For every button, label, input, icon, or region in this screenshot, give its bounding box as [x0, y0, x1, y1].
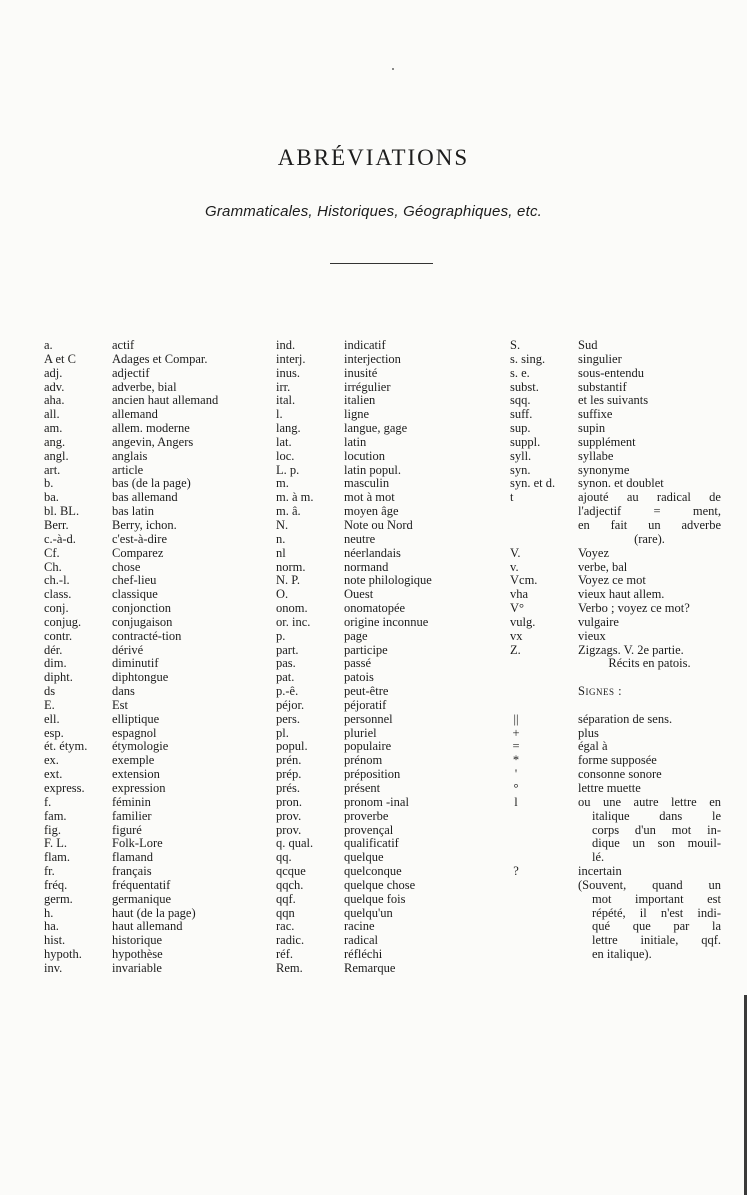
definition-continued: Récits en patois. [608, 656, 691, 671]
definition: extension [112, 767, 160, 782]
abbreviation: qq. [276, 850, 292, 865]
definition: onomatopée [344, 601, 406, 616]
abbreviation: V. [510, 545, 521, 560]
abbreviation: E. [44, 697, 55, 712]
abbreviation: Cf. [44, 545, 60, 560]
definition: populaire [344, 739, 392, 754]
question-mark-sign: ? [513, 864, 519, 879]
abbreviation: lat. [276, 434, 292, 449]
definition: Comparez [112, 545, 164, 560]
abbreviation: A et C [44, 351, 76, 366]
abbreviation: sup. [510, 421, 531, 436]
abbreviation: pers. [276, 711, 300, 726]
definition: adjectif [112, 365, 150, 380]
abbreviation: m. [276, 476, 289, 491]
abbreviation: ex. [44, 753, 59, 768]
apostrophe-sign: ' [514, 767, 518, 782]
definition: actif [112, 338, 135, 352]
abbreviation: pron. [276, 794, 303, 809]
definition: étymologie [112, 739, 169, 754]
sign-definition-continued: lé. [592, 850, 605, 865]
abbreviation: class. [44, 587, 72, 602]
abbreviation: hypoth. [44, 947, 82, 962]
abbreviation: interj. [276, 351, 306, 366]
definition: contracté-tion [112, 628, 182, 643]
definition: Voyez ce mot [578, 573, 646, 588]
plus-sign: + [512, 725, 520, 740]
definition: Zigzags. V. 2e partie. [578, 642, 684, 657]
definition: syllabe [578, 448, 614, 463]
definition: Berry, ichon. [112, 517, 177, 532]
definition: expression [112, 781, 166, 795]
definition: personnel [344, 711, 393, 726]
definition: prénom [344, 753, 383, 768]
definition: Est [112, 697, 128, 712]
definition: synonyme [578, 462, 630, 477]
abbreviation: l. [276, 407, 283, 422]
abbreviation: ang. [44, 434, 66, 449]
abbreviation: qcque [276, 864, 306, 879]
sign-definition: plus [578, 725, 599, 740]
definition: présent [344, 781, 381, 795]
abbreviation: ell. [44, 711, 60, 726]
abbreviation: Ch. [44, 559, 62, 574]
definition: moyen âge [344, 504, 399, 519]
abbreviation: ch.-l. [44, 573, 70, 588]
abbreviation: prov. [276, 808, 302, 823]
abbreviation: angl. [44, 448, 69, 463]
abbreviation: prén. [276, 753, 302, 768]
abbreviation: qqn [276, 905, 295, 920]
definition: et les suivants [578, 393, 649, 408]
abbreviation: N. P. [276, 573, 300, 588]
definition: origine inconnue [344, 614, 429, 629]
abbreviation: v. [510, 559, 519, 574]
sign-definition: égal à [578, 739, 608, 754]
definition: passé [344, 656, 372, 671]
definition: peut-être [344, 684, 389, 699]
abbreviation: sqq. [510, 393, 531, 408]
definition: quelque [344, 850, 384, 865]
definition: sous-entendu [578, 365, 644, 380]
definition: préposition [344, 767, 401, 782]
sign-definition-continued: qué que par la [592, 919, 721, 934]
abbreviation: p.-ê. [276, 684, 299, 699]
abbreviation: aha. [44, 393, 65, 408]
definition: suffixe [578, 407, 613, 422]
sign-definition: lettre muette [578, 781, 641, 795]
abbreviation: F. L. [44, 836, 67, 851]
definition: classique [112, 587, 158, 602]
abbreviation: N. [276, 517, 289, 532]
abbreviation: vulg. [510, 614, 536, 629]
definition: allem. moderne [112, 421, 190, 436]
definition: quelque fois [344, 891, 406, 906]
definition: Remarque [344, 960, 396, 975]
definition: participe [344, 642, 388, 657]
definition: quelqu'un [344, 905, 393, 920]
definition: diminutif [112, 656, 159, 671]
abbreviation: inus. [276, 365, 300, 380]
abbreviation: ha. [44, 919, 59, 934]
definition: ancien haut allemand [112, 393, 219, 408]
definition-continued: (rare). [634, 531, 665, 546]
definition: neutre [344, 531, 376, 546]
definition: flamand [112, 850, 153, 865]
abbreviation: fréq. [44, 877, 68, 892]
abbreviation: adv. [44, 379, 65, 394]
abbreviation: ital. [276, 393, 296, 408]
definition: invariable [112, 960, 162, 975]
abbreviation: contr. [44, 628, 73, 643]
definition: adverbe, bial [112, 379, 177, 394]
definition: haut allemand [112, 919, 183, 934]
abbreviation: Rem. [276, 960, 303, 975]
definition: réfléchi [344, 947, 383, 962]
sign-definition: consonne sonore [578, 767, 662, 782]
abbreviation: O. [276, 587, 289, 602]
abbreviation: germ. [44, 891, 73, 906]
abbreviation: syll. [510, 448, 532, 463]
abbreviation: prov. [276, 822, 302, 837]
sign-definition-continued: lettre initiale, qqf. [592, 933, 721, 948]
definition: néerlandais [344, 545, 401, 560]
definition: singulier [578, 351, 622, 366]
sign-definition-continued: dique un son mouil- [592, 836, 721, 851]
abbreviation: h. [44, 905, 54, 920]
abbreviation: s. e. [510, 365, 530, 380]
abbreviation: fr. [44, 864, 55, 879]
sign-definition-continued: mot important est [592, 891, 721, 906]
definition: latin popul. [344, 462, 401, 477]
definition: provençal [344, 822, 394, 837]
abbreviation: m. â. [276, 504, 301, 519]
definition: qualificatif [344, 836, 399, 851]
abbreviation: fam. [44, 808, 67, 823]
abbreviation: radic. [276, 933, 305, 948]
abbreviation: hist. [44, 933, 66, 948]
abbreviation: nl [276, 545, 286, 560]
sign-definition: ou une autre lettre en [578, 794, 721, 809]
definition: féminin [112, 794, 151, 809]
abbreviation: ext. [44, 767, 63, 782]
abbreviation: conjug. [44, 614, 82, 629]
abbreviation: am. [44, 421, 63, 436]
abbreviation: qqch. [276, 877, 304, 892]
definition: ajouté au radical de [578, 490, 721, 505]
abbreviation: f. [44, 794, 52, 809]
definition: indicatif [344, 338, 386, 352]
abbreviation: t [510, 490, 514, 505]
definition: pronom -inal [344, 794, 409, 809]
abbreviation: rac. [276, 919, 295, 934]
abbreviation: qqf. [276, 891, 296, 906]
definition: français [112, 864, 152, 879]
definition: Note ou Nord [344, 517, 413, 532]
definition: vieux haut allem. [578, 587, 665, 602]
abbreviation: vha [510, 587, 529, 602]
definition: locution [344, 448, 385, 463]
definition: page [344, 628, 368, 643]
definition: quelconque [344, 864, 402, 879]
definition: normand [344, 559, 389, 574]
abbreviation: s. sing. [510, 351, 546, 366]
definition: synon. et doublet [578, 476, 664, 491]
abbreviation: inv. [44, 960, 63, 975]
sign-definition: forme supposée [578, 753, 657, 768]
sign-definition-continued: (Souvent, quand un [578, 877, 721, 892]
definition: familier [112, 808, 152, 823]
definition: dérivé [112, 642, 144, 657]
definition: Voyez [578, 545, 610, 560]
abbreviation: S. [510, 338, 521, 352]
abbreviation: popul. [276, 739, 308, 754]
asterisk-sign: * [512, 753, 520, 768]
abbreviation: part. [276, 642, 299, 657]
definition: espagnol [112, 725, 157, 740]
abbreviation: Berr. [44, 517, 69, 532]
definition: bas (de la page) [112, 476, 191, 491]
definition: diphtongue [112, 670, 169, 685]
abbreviation: c.-à-d. [44, 531, 76, 546]
abbreviation: V° [510, 601, 525, 616]
definition: supin [578, 421, 606, 436]
abbreviation: prép. [276, 767, 302, 782]
abbreviation: péjor. [276, 697, 305, 712]
definition: chose [112, 559, 141, 574]
abbreviation: irr. [276, 379, 291, 394]
definition: pluriel [344, 725, 377, 740]
abbreviation: bl. BL. [44, 504, 80, 519]
definition: historique [112, 933, 162, 948]
abbreviation: Vcm. [510, 573, 538, 588]
definition: Sud [578, 338, 598, 352]
ink-speck [392, 68, 394, 70]
abbreviation: dipht. [44, 670, 73, 685]
definition: mot à mot [344, 490, 395, 505]
definition-continued: en fait un adverbe [578, 517, 721, 532]
definition: proverbe [344, 808, 389, 823]
definition: Folk-Lore [112, 836, 163, 851]
definition: patois [344, 670, 374, 685]
abbreviation: ét. étym. [44, 739, 88, 754]
abbreviation: ds [44, 684, 56, 699]
abbreviation: express. [44, 781, 85, 795]
definition: article [112, 462, 144, 477]
abbreviation: réf. [276, 947, 293, 962]
abbreviation: ind. [276, 338, 296, 352]
definition: dans [112, 684, 135, 699]
abbreviation: suff. [510, 407, 533, 422]
degree-sign: ° [513, 781, 519, 795]
abbreviation: L. p. [276, 462, 300, 477]
definition: fréquentatif [112, 877, 171, 892]
definition: langue, gage [344, 421, 408, 436]
sign-definition-continued: italique dans le [592, 808, 721, 823]
definition: figuré [112, 822, 142, 837]
definition: hypothèse [112, 947, 163, 962]
page-subtitle: Grammaticales, Historiques, Géographiques, etc. [204, 203, 543, 220]
definition: inusité [344, 365, 378, 380]
definition: irrégulier [344, 379, 391, 394]
abbreviation: loc. [276, 448, 295, 463]
definition: quelque chose [344, 877, 416, 892]
definition: masculin [344, 476, 390, 491]
definition: substantif [578, 379, 627, 394]
definition: conjonction [112, 601, 172, 616]
abbreviation: ba. [44, 490, 59, 505]
definition: haut (de la page) [112, 905, 196, 920]
double-bar-sign: || [513, 711, 519, 726]
definition-continued: l'adjectif = ment, [578, 504, 721, 519]
definition: germanique [112, 891, 172, 906]
abbreviation: conj. [44, 601, 69, 616]
abbreviation: all. [44, 407, 60, 422]
definition: chef-lieu [112, 573, 157, 588]
abbreviation: p. [276, 628, 286, 643]
definition: Adages et Compar. [112, 351, 208, 366]
abbreviation: a. [44, 338, 53, 352]
abbreviation: norm. [276, 559, 306, 574]
definition: interjection [344, 351, 401, 366]
definition: verbe, bal [578, 559, 628, 574]
abbreviation: m. à m. [276, 490, 314, 505]
title-rule [330, 263, 433, 264]
abbreviation: art. [44, 462, 61, 477]
definition: bas latin [112, 504, 155, 519]
abbreviation: dim. [44, 656, 67, 671]
abbreviation: suppl. [510, 434, 541, 449]
abbreviation: lang. [276, 421, 301, 436]
definition: supplément [578, 434, 636, 449]
sign-definition: incertain [578, 864, 622, 879]
definition: c'est-à-dire [112, 531, 167, 546]
letter-l-sign: l [514, 794, 518, 809]
abbreviation: prés. [276, 781, 300, 795]
signes-heading: Signes : [578, 684, 623, 699]
sign-definition: séparation de sens. [578, 711, 673, 726]
sign-definition-continued: corps d'un mot in- [592, 822, 721, 837]
abbreviation: pl. [276, 725, 289, 740]
abbreviation: Z. [510, 642, 521, 657]
definition: exemple [112, 753, 155, 768]
definition: angevin, Angers [112, 434, 194, 449]
definition: bas allemand [112, 490, 178, 505]
sign-definition-continued: en italique). [592, 947, 652, 962]
sign-definition-continued: répété, il n'est indi- [592, 905, 721, 920]
abbreviation: or. inc. [276, 614, 311, 629]
abbreviation: pat. [276, 670, 295, 685]
definition: latin [344, 434, 367, 449]
abbreviation: q. qual. [276, 836, 314, 851]
definition: racine [344, 919, 375, 934]
abbreviation: subst. [510, 379, 539, 394]
definition: italien [344, 393, 376, 408]
definition: péjoratif [344, 697, 387, 712]
definition: allemand [112, 407, 158, 422]
abbreviation: esp. [44, 725, 64, 740]
definition: ligne [344, 407, 369, 422]
definition: vulgaire [578, 614, 619, 629]
definition: note philologique [344, 573, 432, 588]
abbreviation: b. [44, 476, 54, 491]
abbreviation: n. [276, 531, 286, 546]
abbreviation: pas. [276, 656, 296, 671]
equals-sign: = [512, 739, 520, 754]
definition: Verbo ; voyez ce mot? [578, 601, 690, 616]
abbreviation: onom. [276, 601, 308, 616]
abbreviation: dér. [44, 642, 63, 657]
definition: Ouest [344, 587, 374, 602]
page-title: ABRÉVIATIONS [277, 145, 470, 170]
definition: conjugaison [112, 614, 173, 629]
abbreviation: syn. et d. [510, 476, 556, 491]
definition: elliptique [112, 711, 160, 726]
abbreviation: flam. [44, 850, 71, 865]
definition: radical [344, 933, 379, 948]
abbreviation: adj. [44, 365, 63, 380]
abbreviation: syn. [510, 462, 531, 477]
abbreviation: fig. [44, 822, 62, 837]
definition: anglais [112, 448, 148, 463]
abbreviation: vx [510, 628, 523, 643]
definition: vieux [578, 628, 606, 643]
